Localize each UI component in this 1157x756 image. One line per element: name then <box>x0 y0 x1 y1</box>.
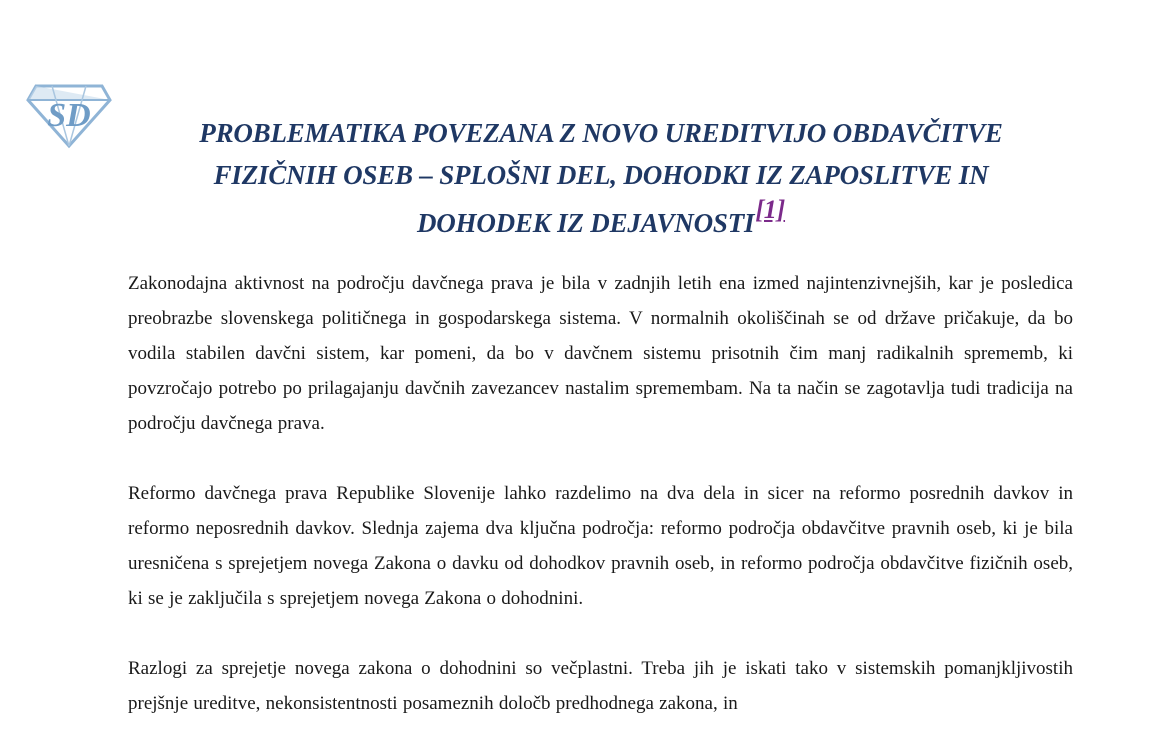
footnote-link[interactable]: [1] <box>755 195 786 224</box>
title-line-3-text: DOHODEK IZ DEJAVNOSTI <box>416 208 755 238</box>
title-line-3 <box>416 195 786 245</box>
paragraph-3: Razlogi za sprejetje novega zakona o dohodnini so večplastni. Treba jih je iskati tako v sistemskih pomanjkljivostih prejšnje ureditve, nekonsistentnosti posameznih določb predhodnega zakona, in <box>128 658 1073 714</box>
title-line-1: PROBLEMATIKA POVEZANA Z NOVO UREDITVIJO OBDAVČITVE <box>199 118 1003 148</box>
logo-letters: SD <box>47 97 91 134</box>
paragraph-1: Zakonodajna aktivnost na področju davčnega prava je bila v zadnjih letih ena izmed najintenzivnejših, kar je posledica preobrazbe slovenskega političnega in gospodarskega sistema. V normalnih okoliščinah se od države pričakuje, da bo vodila stabilen davčni sistem, kar pomeni, da bo v davčnem sistemu prisotnih čim manj radikalnih sprememb, ki povzročajo potrebo po prilagajanju davčnih zavezancev nastalim spremembam. Na ta način se zagotavlja tudi tradicija na področju davčnega prava. <box>128 273 1073 434</box>
logo-diamond-icon <box>26 78 112 150</box>
paragraph-2: Reformo davčnega prava Republike Slovenije lahko razdelimo na dva dela in sicer na reformo posrednih davkov in reformo neposrednih davkov. Slednja zajema dva ključna področja: reformo področja obdavčitve pravnih oseb, ki je bila uresničena s sprejetjem novega Zakona o davku od dohodkov pravnih oseb, in reformo področja obdavčitve fizičnih oseb, ki se je zaključila s sprejetjem novega Zakona o dohodnini. <box>128 483 1073 609</box>
title-line-2: FIZIČNIH OSEB – SPLOŠNI DEL, DOHODKI IZ ZAPOSLITVE IN <box>213 160 989 190</box>
document-title <box>120 112 1082 245</box>
document-body <box>128 266 1073 756</box>
